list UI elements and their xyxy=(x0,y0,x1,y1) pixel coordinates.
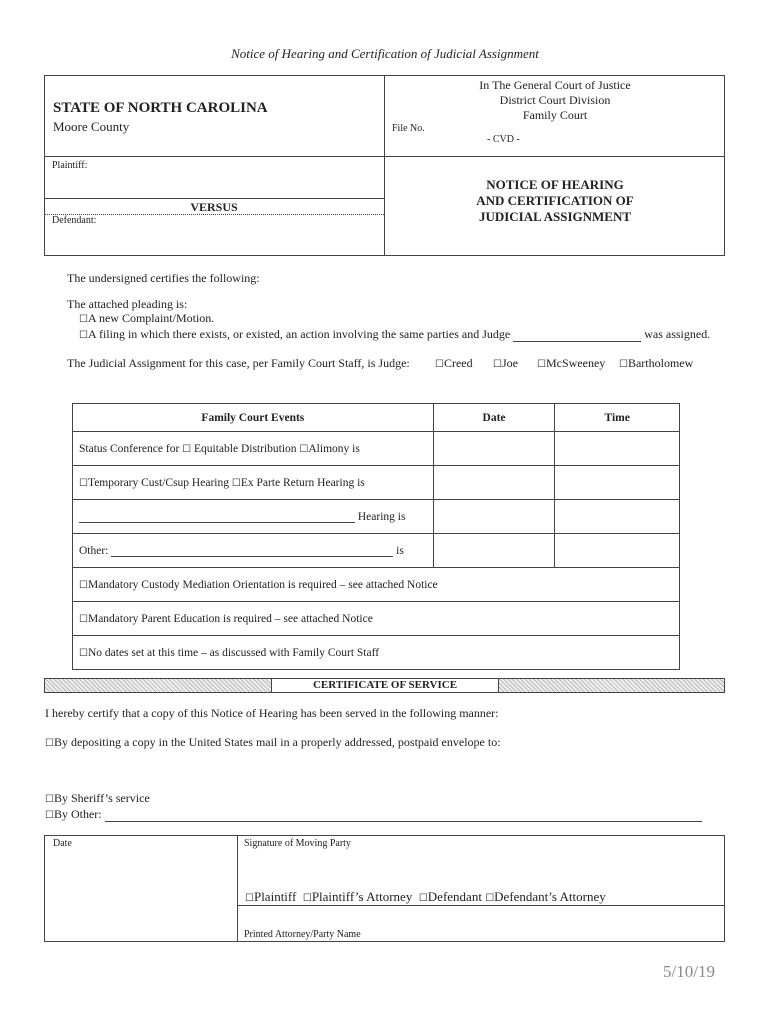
table-row xyxy=(73,466,680,500)
checkbox-icon[interactable]: ☐ xyxy=(245,893,254,904)
option-filing-label: A filing in which there exists, or existed, an action involving the same parties and Judge xyxy=(87,327,511,341)
judge-bartholomew-label: Bartholomew xyxy=(627,356,694,370)
signature-field[interactable] xyxy=(239,852,723,882)
court-line-3: Family Court xyxy=(522,108,588,122)
date-label: Date xyxy=(53,838,72,849)
table-row xyxy=(73,432,680,466)
no-dates-label: No dates set at this time – as discussed with Family Court Staff xyxy=(87,646,380,659)
other-is-label: is xyxy=(396,545,404,557)
date-cell[interactable] xyxy=(433,432,555,466)
notice-title-line-2: AND CERTIFICATION OF xyxy=(476,193,634,208)
checkbox-icon[interactable]: ☐ xyxy=(79,647,88,659)
role-plaintiff-attorney[interactable] xyxy=(303,889,412,904)
judge-blank[interactable] xyxy=(513,329,641,342)
judge-line-label: The Judicial Assignment for this case, per Family Court Staff, is Judge: xyxy=(67,356,410,370)
checkbox-icon[interactable]: ☐ xyxy=(45,810,54,821)
table-row xyxy=(73,636,680,670)
checkbox-icon[interactable]: ☐ xyxy=(493,359,502,370)
defendant-label: Defendant: xyxy=(52,215,97,226)
table-row xyxy=(73,534,680,568)
date-column-header: Date xyxy=(433,404,555,432)
mediation-cell xyxy=(73,568,680,602)
equitable-distribution-label: Equitable Distribution xyxy=(194,442,297,455)
plaintiff-label: Plaintiff: xyxy=(52,160,88,171)
role-plaintiff-label: Plaintiff xyxy=(253,889,297,904)
checkbox-icon[interactable]: ☐ xyxy=(435,359,444,370)
versus-label: VERSUS xyxy=(190,200,238,214)
checkbox-icon[interactable]: ☐ xyxy=(45,738,54,749)
time-cell[interactable] xyxy=(555,500,680,534)
judge-option-bartholomew[interactable] xyxy=(619,356,693,371)
signature-vertical-divider xyxy=(237,835,238,942)
service-other-label: By Other: xyxy=(53,807,102,821)
court-line-2: District Court Division xyxy=(499,93,611,107)
footer-date: 5/10/19 xyxy=(663,962,715,981)
table-row xyxy=(73,500,680,534)
parent-education-cell xyxy=(73,602,680,636)
checkbox-icon[interactable]: ☐ xyxy=(79,579,88,591)
checkbox-icon[interactable]: ☐ xyxy=(302,893,312,904)
service-heading: CERTIFICATE OF SERVICE xyxy=(271,678,499,693)
judge-assignment-line xyxy=(67,356,410,371)
date-cell[interactable] xyxy=(433,500,555,534)
table-row xyxy=(73,568,680,602)
events-table xyxy=(72,403,680,670)
hearing-type-blank[interactable] xyxy=(79,510,355,523)
parent-education-label: Mandatory Parent Education is required – see attached Notice xyxy=(87,612,373,625)
county-name: Moore County xyxy=(53,119,130,134)
printed-name-label: Printed Attorney/Party Name xyxy=(244,929,361,940)
file-no-label: File No. xyxy=(392,123,425,134)
service-by-mail[interactable] xyxy=(45,735,501,750)
checkbox-icon[interactable]: ☐ xyxy=(79,477,88,489)
table-row xyxy=(73,602,680,636)
events-column-header: Family Court Events xyxy=(73,404,434,432)
judge-option-mcsweeney[interactable] xyxy=(537,356,605,371)
checkbox-icon[interactable]: ☐ xyxy=(79,330,88,341)
judge-option-joe[interactable] xyxy=(493,356,518,371)
checkbox-icon[interactable]: ☐ xyxy=(485,893,495,904)
court-line-1: In The General Court of Justice xyxy=(479,78,631,92)
checkbox-icon[interactable]: ☐ xyxy=(182,443,192,455)
was-assigned-label: was assigned. xyxy=(644,327,711,341)
role-defendant-label: Defendant xyxy=(427,889,482,904)
hearing-is-label: Hearing is xyxy=(357,511,406,523)
judge-option-creed[interactable] xyxy=(435,356,473,371)
notice-title-line-3: JUDICIAL ASSIGNMENT xyxy=(478,209,632,224)
caption-horizontal-divider xyxy=(44,156,725,157)
checkbox-icon[interactable]: ☐ xyxy=(418,893,428,904)
date-field[interactable] xyxy=(46,852,235,940)
role-plaintiff[interactable] xyxy=(245,889,296,904)
option-existing-filing[interactable] xyxy=(79,327,710,342)
date-cell[interactable] xyxy=(433,534,555,568)
service-by-sheriff[interactable] xyxy=(45,791,150,806)
form-title: Notice of Hearing and Certification of Judicial Assignment xyxy=(231,46,539,61)
service-certify-text: I hereby certify that a copy of this Notice of Hearing has been served in the following manner: xyxy=(45,706,499,720)
ex-parte-label: Ex Parte Return Hearing is xyxy=(240,476,365,489)
pleading-is-text: The attached pleading is: xyxy=(67,297,188,311)
plaintiff-line xyxy=(44,198,384,199)
signature-horizontal-divider xyxy=(237,905,725,906)
notice-title xyxy=(386,177,724,225)
service-by-other[interactable] xyxy=(45,807,702,822)
mediation-label: Mandatory Custody Mediation Orientation is required – see attached Notice xyxy=(87,578,438,591)
mail-label: By depositing a copy in the United States mail in a properly addressed, postpaid envelope to: xyxy=(53,735,501,749)
events-header-row xyxy=(73,404,680,432)
judge-joe-label: Joe xyxy=(501,356,518,370)
status-conference-cell xyxy=(73,432,434,466)
other-blank[interactable] xyxy=(111,544,393,557)
checkbox-icon[interactable]: ☐ xyxy=(299,443,309,455)
checkbox-icon[interactable]: ☐ xyxy=(231,477,241,489)
checkbox-icon[interactable]: ☐ xyxy=(79,314,88,325)
service-heading-bar-left xyxy=(44,678,272,693)
custom-hearing-cell xyxy=(73,500,434,534)
option-new-complaint[interactable] xyxy=(79,311,214,326)
alimony-label: Alimony is xyxy=(308,442,360,455)
signature-label: Signature of Moving Party xyxy=(244,838,351,849)
certifies-text: The undersigned certifies the following: xyxy=(67,271,260,285)
other-label: Other: xyxy=(79,545,109,557)
time-cell[interactable] xyxy=(555,466,680,500)
checkbox-icon[interactable]: ☐ xyxy=(45,794,54,805)
notice-title-line-1: NOTICE OF HEARING xyxy=(486,177,624,192)
date-cell[interactable] xyxy=(433,466,555,500)
role-options xyxy=(245,889,606,905)
judge-creed-label: Creed xyxy=(443,356,473,370)
other-hearing-cell xyxy=(73,534,434,568)
option-new-label: A new Complaint/Motion. xyxy=(87,311,215,325)
temp-cust-label: Temporary Cust/Csup Hearing xyxy=(87,476,229,489)
court-name xyxy=(386,78,724,123)
role-plaintiff-attorney-label: Plaintiff’s Attorney xyxy=(311,889,413,904)
role-defendant-attorney-label: Defendant’s Attorney xyxy=(494,889,606,904)
service-other-blank[interactable] xyxy=(105,809,702,822)
state-name: STATE OF NORTH CAROLINA xyxy=(53,100,268,116)
role-defendant-attorney[interactable] xyxy=(485,889,606,904)
role-defendant[interactable] xyxy=(419,889,482,904)
no-dates-cell xyxy=(73,636,680,670)
service-heading-bar-right xyxy=(498,678,725,693)
time-cell[interactable] xyxy=(555,534,680,568)
sheriff-label: By Sheriff’s service xyxy=(53,791,150,805)
judge-mcsweeney-label: McSweeney xyxy=(545,356,606,370)
checkbox-icon[interactable]: ☐ xyxy=(79,613,88,625)
temporary-custody-cell xyxy=(73,466,434,500)
file-no-field[interactable]: - CVD - xyxy=(487,134,520,145)
time-cell[interactable] xyxy=(555,432,680,466)
status-conference-label: Status Conference for xyxy=(79,442,180,455)
caption-vertical-divider xyxy=(384,75,385,256)
time-column-header: Time xyxy=(555,404,680,432)
checkbox-icon[interactable]: ☐ xyxy=(537,359,546,370)
checkbox-icon[interactable]: ☐ xyxy=(619,359,628,370)
